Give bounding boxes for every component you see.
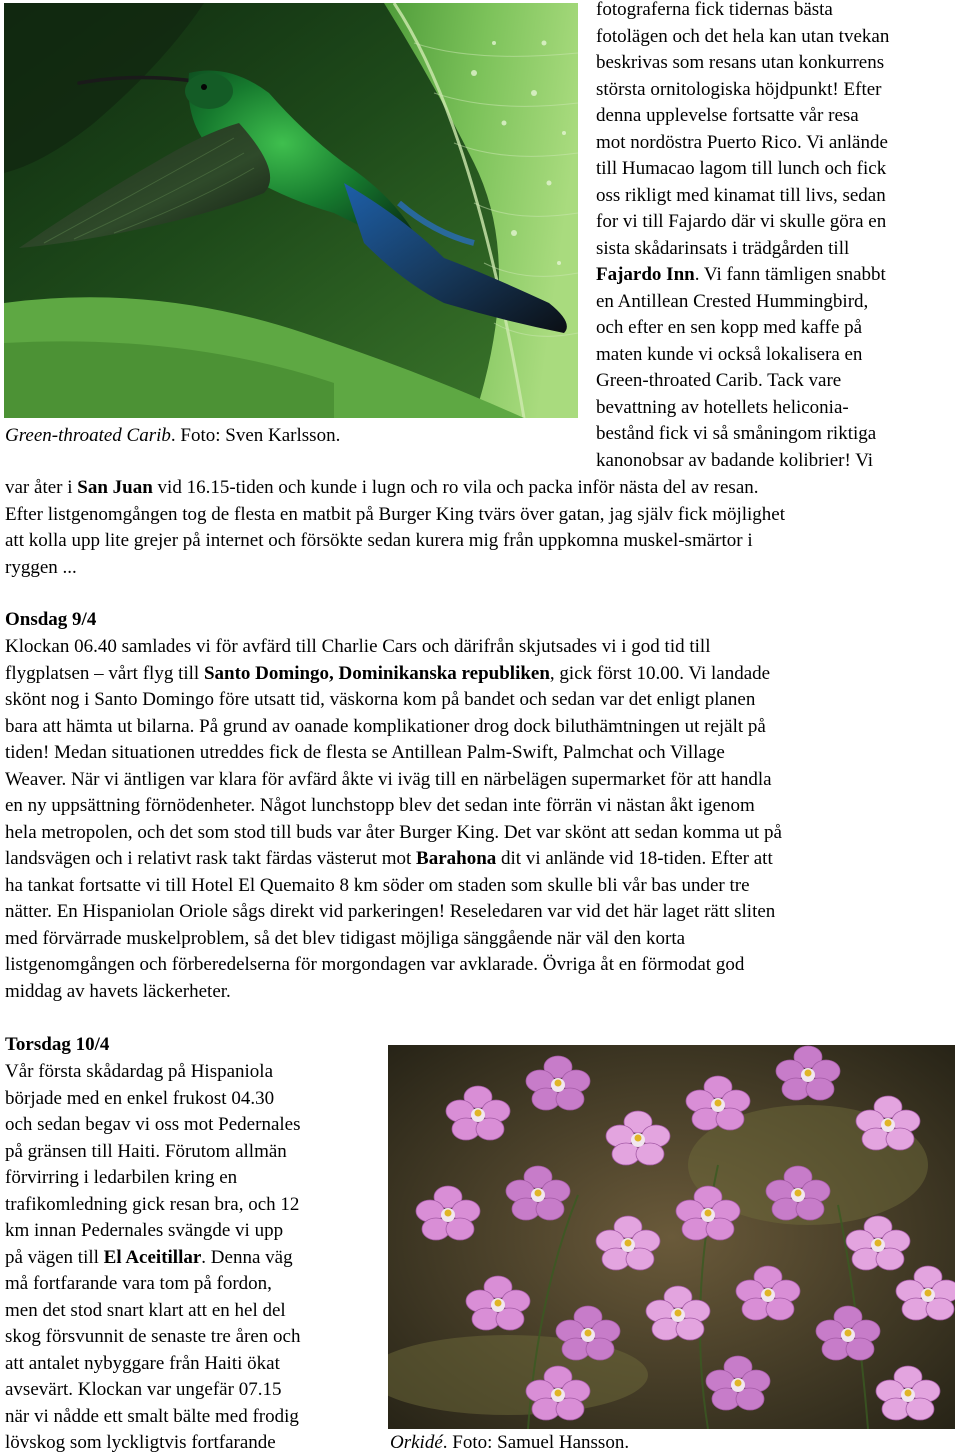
text-line: hela metropolen, och det som stod till buds var åter Burger King. Det var skönt att sedan komma ut på bbox=[5, 821, 782, 843]
text-line: ha tankat fortsatte vi till Hotel El Quemaito 8 km söder om staden som skulle bli vår bas under tre bbox=[5, 874, 750, 896]
day-heading-wednesday: Onsdag 9/4 bbox=[5, 609, 97, 630]
text-line: på vägen till El Aceitillar. Denna väg bbox=[5, 1246, 293, 1268]
bold-place-name: El Aceitillar bbox=[103, 1246, 202, 1268]
orchid-photo bbox=[388, 1045, 955, 1429]
hummingbird-photo bbox=[4, 3, 578, 418]
text-line: när vi nådde ett smalt bälte med frodig bbox=[5, 1405, 299, 1427]
text-line: for vi till Fajardo där vi skulle göra en bbox=[596, 211, 887, 232]
text-line: ryggen ... bbox=[5, 556, 77, 578]
bold-place-name: Santo Domingo, Dominikanska republiken bbox=[203, 662, 550, 684]
text-line: sista skådarinsats i trädgården till bbox=[596, 237, 850, 259]
text-line: listgenomgången och förberedelserna för morgondagen var avklarade. Övriga åt en förmodat god bbox=[5, 954, 745, 975]
text-line: men det stod snart klart att en hel del bbox=[5, 1299, 286, 1321]
text-line: bestånd fick vi så småningom riktiga bbox=[596, 423, 877, 444]
text-line: en ny uppsättning förnödenheter. Något lunchstopp blev det sedan inte förrän vi nästan åkt igenom bbox=[5, 795, 755, 816]
text-line: må fortfarande vara tom på fordon, bbox=[5, 1273, 272, 1294]
text-line: Klockan 06.40 samlades vi för avfärd till Charlie Cars och därifrån skjutsades vi i god tid till bbox=[5, 636, 711, 657]
text-line: Green-throated Carib. Tack vare bbox=[596, 370, 842, 391]
text-line: km innan Pedernales svängde vi upp bbox=[5, 1220, 284, 1241]
text-line: flygplatsen – vårt flyg till Santo Domingo, Dominikanska republiken, gick först 10.00. Vi landade bbox=[5, 662, 771, 684]
text-line: denna upplevelse fortsatte vår resa bbox=[596, 105, 859, 126]
text-line: på gränsen till Haiti. Förutom allmän bbox=[5, 1140, 287, 1162]
text-line: största ornitologiska höjdpunkt! Efter bbox=[596, 78, 882, 100]
text-line: maten kunde vi också lokalisera en bbox=[596, 343, 863, 365]
text-line: middag av havets läckerheter. bbox=[5, 980, 231, 1002]
text-line: bara att hämta ut bilarna. På grund av oanade komplikationer drog dock biluthämtningen ut rejält på bbox=[5, 715, 766, 737]
bold-place-name: Fajardo Inn bbox=[596, 264, 695, 285]
text-line: avsevärt. Klockan var ungefär 07.15 bbox=[5, 1379, 282, 1400]
text-line: förvirring i ledarbilen kring en bbox=[5, 1167, 238, 1188]
text-line: Vår första skådardag på Hispaniola bbox=[5, 1061, 274, 1082]
text-line: trafikomledning gick resan bra, och 12 bbox=[5, 1193, 300, 1215]
text-line: skog försvunnit de senaste tre åren och bbox=[5, 1326, 301, 1347]
bird-photo-caption: Green-throated Carib. Foto: Sven Karlsson. bbox=[5, 425, 341, 446]
text-line: och sedan begav vi oss mot Pedernales bbox=[5, 1114, 301, 1135]
orchid-photo-caption: Orkidé. Foto: Samuel Hansson. bbox=[390, 1432, 630, 1453]
text-line: landsvägen och i relativt rask takt färdas västerut mot Barahona dit vi anlände vid 18-tiden. Efter att bbox=[5, 848, 773, 869]
text-line: tiden! Medan situationen utreddes fick de flesta se Antillean Palm-Swift, Palmchat och Village bbox=[5, 742, 725, 763]
text-line: fotograferna fick tidernas bästa bbox=[596, 0, 833, 20]
text-line: en Antillean Crested Hummingbird, bbox=[596, 290, 869, 312]
text-line: beskrivas som resans utan konkurrens bbox=[596, 52, 885, 73]
text-line: fotolägen och det hela kan utan tvekan bbox=[596, 25, 890, 47]
text-line: började med en enkel frukost 04.30 bbox=[5, 1087, 275, 1109]
text-line: till Humacao lagom till lunch och fick bbox=[596, 158, 887, 179]
text-line: Weaver. När vi äntligen var klara för avfärd åkte vi iväg till en närbelägen supermarket för att handla bbox=[5, 768, 772, 790]
bold-place-name: Barahona bbox=[416, 848, 497, 869]
text-line: kanonobsar av badande kolibrier! Vi bbox=[596, 449, 874, 471]
text-line: med förvärrade muskelproblem, så det blev tidigast möjliga sänggående när väl den korta bbox=[5, 927, 686, 949]
text-line: att antalet nybyggare från Haiti ökat bbox=[5, 1352, 280, 1374]
text-line: skönt nog i Santo Domingo före utsatt tid, väskorna kom på bandet och sedan var det enligt planen bbox=[5, 689, 756, 710]
text-line: och efter en sen kopp med kaffe på bbox=[596, 317, 863, 338]
text-line: Fajardo Inn. Vi fann tämligen snabbt bbox=[596, 264, 886, 285]
text-line: lövskog som lyckligtvis fortfarande bbox=[5, 1432, 276, 1453]
text-line: nätter. En Hispaniolan Oriole sågs direkt vid parkeringen! Reseledaren var vid det här laget rätt sliten bbox=[5, 901, 776, 922]
text-line: bevattning av hotellets heliconia- bbox=[596, 396, 849, 418]
bold-place-name: San Juan bbox=[77, 477, 153, 498]
text-line: mot nordöstra Puerto Rico. Vi anlände bbox=[596, 131, 888, 153]
text-line: Efter listgenomgången tog de flesta en matbit på Burger King tvärs över gatan, jag själv fick möjlighet bbox=[5, 503, 786, 525]
text-line: var åter i San Juan vid 16.15-tiden och kunde i lugn och ro vila och packa inför nästa del av resan. bbox=[5, 477, 759, 498]
day-heading-thursday: Torsdag 10/4 bbox=[5, 1034, 110, 1055]
text-line: oss rikligt med kinamat till livs, sedan bbox=[596, 184, 886, 206]
text-line: att kolla upp lite grejer på internet och försökte sedan kurera mig från uppkomna muskel-smärtor i bbox=[5, 530, 753, 551]
